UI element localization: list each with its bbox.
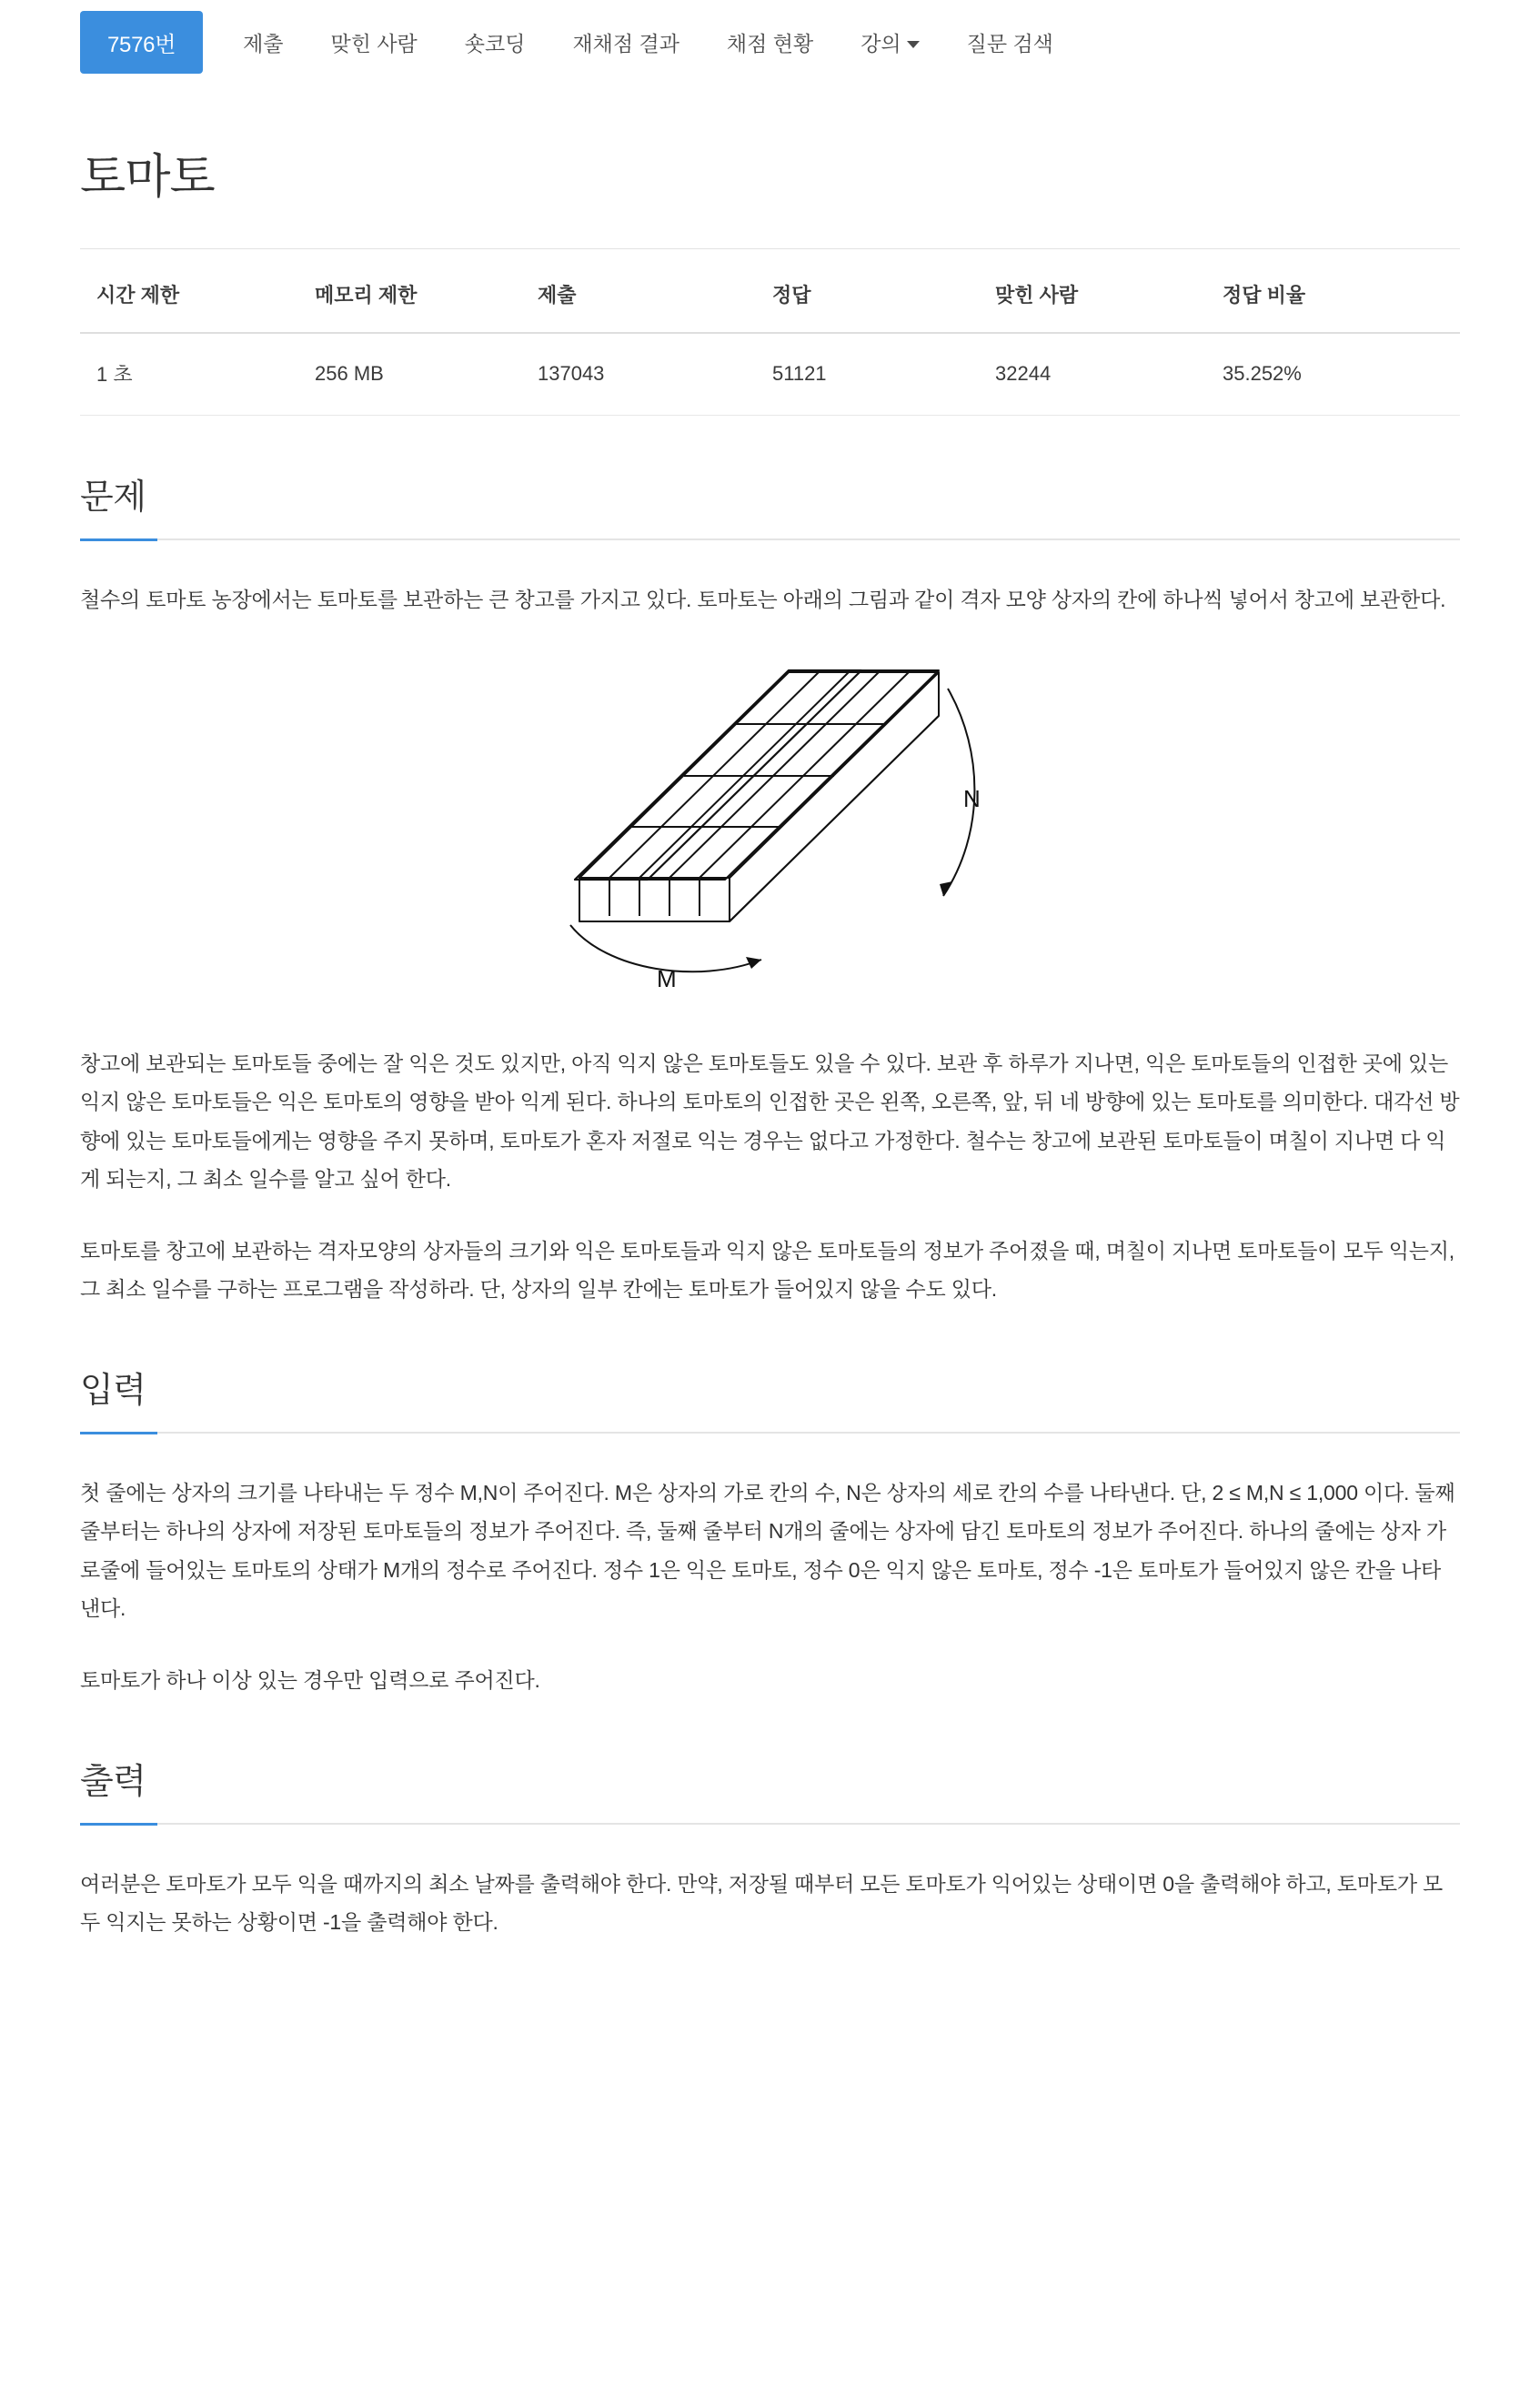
header-submissions: 제출 [521, 249, 756, 333]
header-time-limit: 시간 제한 [80, 249, 298, 333]
header-solvers: 맞힌 사람 [979, 249, 1206, 333]
nav-item-label: 질문 검색 [966, 31, 1053, 55]
table-header-row [80, 249, 1460, 333]
input-paragraph-2: 토마토가 하나 이상 있는 경우만 입력으로 주어진다. [80, 1668, 540, 1693]
nav-item-label: 채점 현황 [726, 31, 814, 55]
chevron-down-icon [907, 41, 920, 48]
value-submissions: 137043 [521, 333, 756, 416]
section-divider-input [80, 1432, 1460, 1434]
header-memory-limit: 메모리 제한 [298, 249, 521, 333]
problem-info-table [80, 249, 1460, 416]
problem-navbar [0, 0, 1540, 84]
header-correct: 정답 [756, 249, 979, 333]
problem-content [0, 138, 1540, 1942]
section-heading-output: 출력 [80, 1762, 146, 1801]
header-correct-ratio: 정답 비율 [1206, 249, 1460, 333]
output-paragraph-1: 여러분은 토마토가 모두 익을 때까지의 최소 날짜를 출력해야 한다. 만약, 저장될 때부터 모든 토마토가 익어있는 상태이면 0을 출력해야 하고, 토마토가 모두 익지는 못하는 상황이면 -1을 출력해야 한다. [80, 1871, 1444, 1935]
tomato-box-figure [80, 652, 1460, 1011]
description-paragraph-1: 철수의 토마토 농장에서는 토마토를 보관하는 큰 창고를 가지고 있다. 토마토는 아래의 그림과 같이 격자 모양 상자의 칸에 하나씩 넣어서 창고에 보관한다. [80, 588, 1446, 611]
input-paragraph-1: 첫 줄에는 상자의 크기를 나타내는 두 정수 M,N이 주어진다. M은 상자의 가로 칸의 수, N은 상자의 세로 칸의 수를 나타낸다. 단, 2 ≤ M,N ≤ 1,000 이다. 둘째 줄부터는 하나의 상자에 저장된 토마토들의 정보가 주어진다. 즉, 둘째 줄부터 N개의 줄에는 상자에 담긴 토마토의 정보가 주어진다. 하나의 줄에는 상자 가로줄에 들어있는 토마토의 상태가 M개의 정수로 주어진다. 정수 1은 익은 토마토, 정수 0은 익지 않은 토마토, 정수 -1은 토마토가 들어있지 않은 칸을 나타낸다. [80, 1480, 1455, 1621]
nav-item-lecture[interactable] [837, 18, 942, 66]
value-solvers: 32244 [979, 333, 1206, 416]
nav-item-label: 강의 [861, 31, 901, 55]
table-row [80, 333, 1460, 416]
nav-item-judge-status[interactable] [703, 18, 837, 66]
nav-item-label: 숏코딩 [464, 31, 526, 55]
nav-problem-number[interactable]: 7576번 [80, 11, 203, 74]
nav-item-short-coding[interactable] [441, 18, 549, 66]
section-divider-description [80, 538, 1460, 540]
nav-item-solvers[interactable] [307, 18, 441, 66]
description-paragraph-3: 토마토를 창고에 보관하는 격자모양의 상자들의 크기와 익은 토마토들과 익지 않은 토마토들의 정보가 주어졌을 때, 며칠이 지나면 토마토들이 모두 익는지, 그 최소 일수를 구하는 프로그램을 작성하라. 단, 상자의 일부 칸에는 토마토가 들어있지 않을 수도 있다. [80, 1238, 1454, 1302]
section-heading-input: 입력 [80, 1371, 146, 1410]
figure-label-m: M [656, 964, 677, 992]
value-memory-limit: 256 MB [298, 333, 521, 416]
nav-item-rejudge-result[interactable] [549, 18, 702, 66]
tomato-box-illustration [488, 652, 1052, 1007]
value-time-limit: 1 초 [80, 333, 298, 416]
value-correct: 51121 [756, 333, 979, 416]
description-paragraph-2: 창고에 보관되는 토마토들 중에는 잘 익은 것도 있지만, 아직 익지 않은 토마토들도 있을 수 있다. 보관 후 하루가 지나면, 익은 토마토들의 인접한 곳에 있는 익지 않은 토마토들은 익은 토마토의 영향을 받아 익게 된다. 하나의 토마토의 인접한 곳은 왼쪽, 오른쪽, 앞, 뒤 네 방향에 있는 토마토를 의미한다. 대각선 방향에 있는 토마토들에게는 영향을 주지 못하며, 토마토가 혼자 저절로 익는 경우는 없다고 가정한다. 철수는 창고에 보관된 토마토들이 며칠이 지나면 다 익게 되는지, 그 최소 일수를 알고 싶어 한다. [80, 1051, 1460, 1192]
section-divider-output [80, 1823, 1460, 1825]
nav-item-submit[interactable] [219, 18, 307, 66]
nav-item-label: 제출 [243, 31, 284, 55]
section-heading-description: 문제 [80, 478, 146, 517]
figure-label-n: N [962, 784, 981, 812]
nav-item-label: 맞힌 사람 [330, 31, 418, 55]
nav-item-list [219, 18, 1077, 66]
nav-item-question-search[interactable] [943, 18, 1077, 66]
page-title: 토마토 [80, 151, 215, 204]
nav-item-label: 재채점 결과 [572, 31, 679, 55]
value-correct-ratio: 35.252% [1206, 333, 1460, 416]
